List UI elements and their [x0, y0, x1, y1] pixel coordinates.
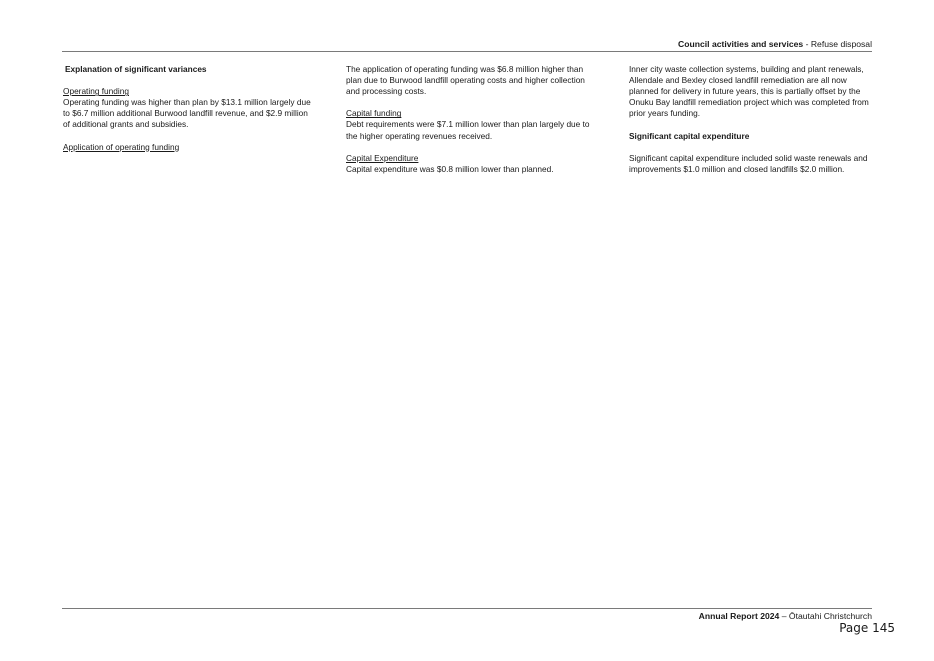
variances-heading: Explanation of significant variances — [65, 64, 207, 74]
application-title: Application of operating funding — [63, 141, 180, 152]
capital-funding-title: Capital funding — [346, 108, 402, 119]
capex-title: Capital Expenditure — [346, 152, 419, 163]
capex-text: Capital expenditure was $0.8 million lower than planned. — [346, 163, 554, 174]
capital-funding-text: Debt requirements were $7.1 million lower than plan largely due to the higher operating revenues received. — [346, 119, 590, 141]
header-subsection: Refuse disposal — [810, 39, 872, 49]
column-2 — [346, 64, 594, 175]
capex-continued-text: Inner city waste collection systems, building and plant renewals, Allendale and Bexley closed landfill remediation are all now planned for delivery in future years, this is partially offset by the Onuku Bay landfill remediation project which was completed from prior years funding. — [629, 64, 869, 119]
header-rule — [62, 51, 872, 52]
significant-capex-heading: Significant capital expenditure — [629, 130, 750, 141]
footer-report: Annual Report 2024 — [698, 611, 780, 621]
running-header — [62, 39, 872, 50]
footer-rule — [62, 608, 872, 609]
header-section: Council activities and services — [678, 39, 804, 49]
application-text: The application of operating funding was $6.8 million higher than plan due to Burwood landfill operating costs and higher collection and processing costs. — [346, 64, 585, 97]
footer-city: Ōtautahi Christchurch — [788, 611, 872, 621]
operating-funding-title: Operating funding — [63, 86, 129, 97]
footer-separator: – — [779, 611, 789, 621]
significant-capex-text: Significant capital expenditure included solid waste renewals and improvements $1.0 million and closed landfills $2.0 million. — [629, 152, 868, 174]
column-3 — [629, 64, 877, 175]
page-number: Page 145 — [839, 621, 895, 635]
operating-funding-text: Operating funding was higher than plan by $13.1 million largely due to $6.7 million additional Burwood landfill revenue, and $2.9 million of additional grants and subsidies. — [63, 97, 311, 130]
column-1 — [63, 64, 311, 153]
header-separator: - — [803, 39, 811, 49]
